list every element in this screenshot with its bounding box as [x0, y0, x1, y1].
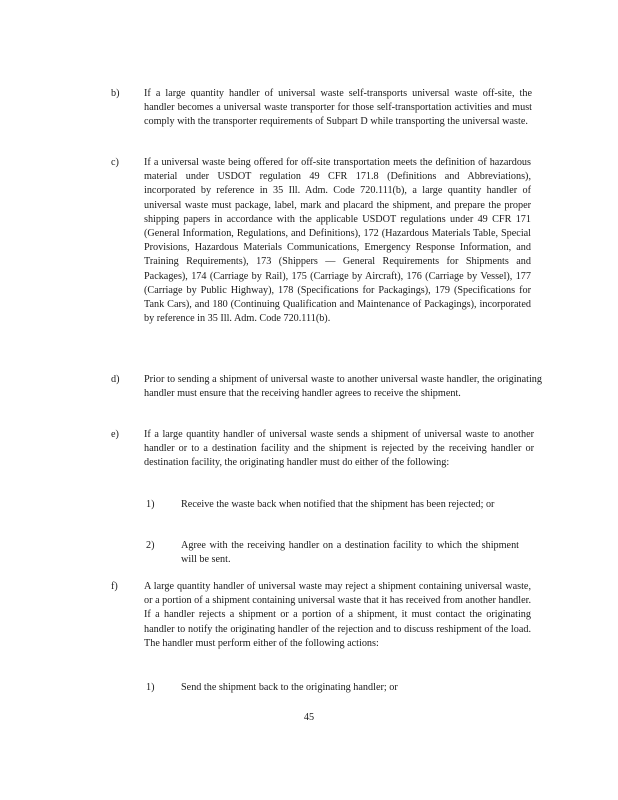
paragraph-text: If a large quantity handler of universal waste self-transports universal waste off-site, the handler becomes a universal waste transporter for those self-transportation activities and must comply with the transporter requirements of Subpart D while transporting the universal waste. — [144, 88, 532, 128]
subparagraph-marker: 1) — [146, 499, 155, 510]
page-number: 45 — [303, 712, 315, 723]
subparagraph-text: Send the shipment back to the originating handler; or — [181, 682, 398, 693]
paragraph-text: Prior to sending a shipment of universal waste to another universal waste handler, the originating handler must ensure that the receiving handler agrees to receive the shipment. — [144, 374, 542, 400]
paragraph-marker: f) — [111, 581, 118, 592]
paragraph-text: If a large quantity handler of universal waste sends a shipment of universal waste to another handler or to a destination facility and the shipment is rejected by the receiving handler or destination facility, the originating handler must do either of the following: — [144, 429, 534, 469]
paragraph-marker: d) — [111, 374, 120, 385]
subparagraph-text: Agree with the receiving handler on a destination facility to which the shipment will be sent. — [181, 540, 519, 566]
subparagraph-marker: 2) — [146, 540, 155, 551]
paragraph-marker: c) — [111, 157, 119, 168]
paragraph-marker: e) — [111, 429, 119, 440]
subparagraph-text: Receive the waste back when notified that the shipment has been rejected; or — [181, 499, 495, 510]
paragraph-text: If a universal waste being offered for off-site transportation meets the definition of hazardous material under USDOT regulation 49 CFR 171.8 (Definitions and Abbreviations), incorporated by reference in 35 Ill. Adm. Code 720.111(b), a large quantity handler of universal waste must package, label, mark and placard the shipment, and prepare the proper shipping papers in accordance with the applicable USDOT regulations under 49 CFR 171 (General Information, Regulations, and Definitions), 172 (Hazardous Materials Table, Special Provisions, Hazardous Materials Communications, Emergency Response Information, and Training Requirements), 173 (Shippers — General Requirements for Shipments and Packages), 174 (Carriage by Rail), 175 (Carriage by Aircraft), 176 (Carriage by Vessel), 177 (Carriage by Public Highway), 178 (Specifications for Packagings), 179 (Specifications for Tank Cars), and 180 (Continuing Qualification and Maintenance of Packagings), incorporated by reference in 35 Ill. Adm. Code 720.111(b). — [144, 157, 531, 325]
paragraph-text: A large quantity handler of universal waste may reject a shipment containing universal waste, or a portion of a shipment containing universal waste that it has received from another handler. If a handler rejects a shipment or a portion of a shipment, it must contact the originating handler to notify the originating handler of the rejection and to discuss reshipment of the load. The handler must perform either of the following actions: — [144, 581, 531, 649]
subparagraph-marker: 1) — [146, 682, 155, 693]
paragraph-marker: b) — [111, 88, 120, 99]
